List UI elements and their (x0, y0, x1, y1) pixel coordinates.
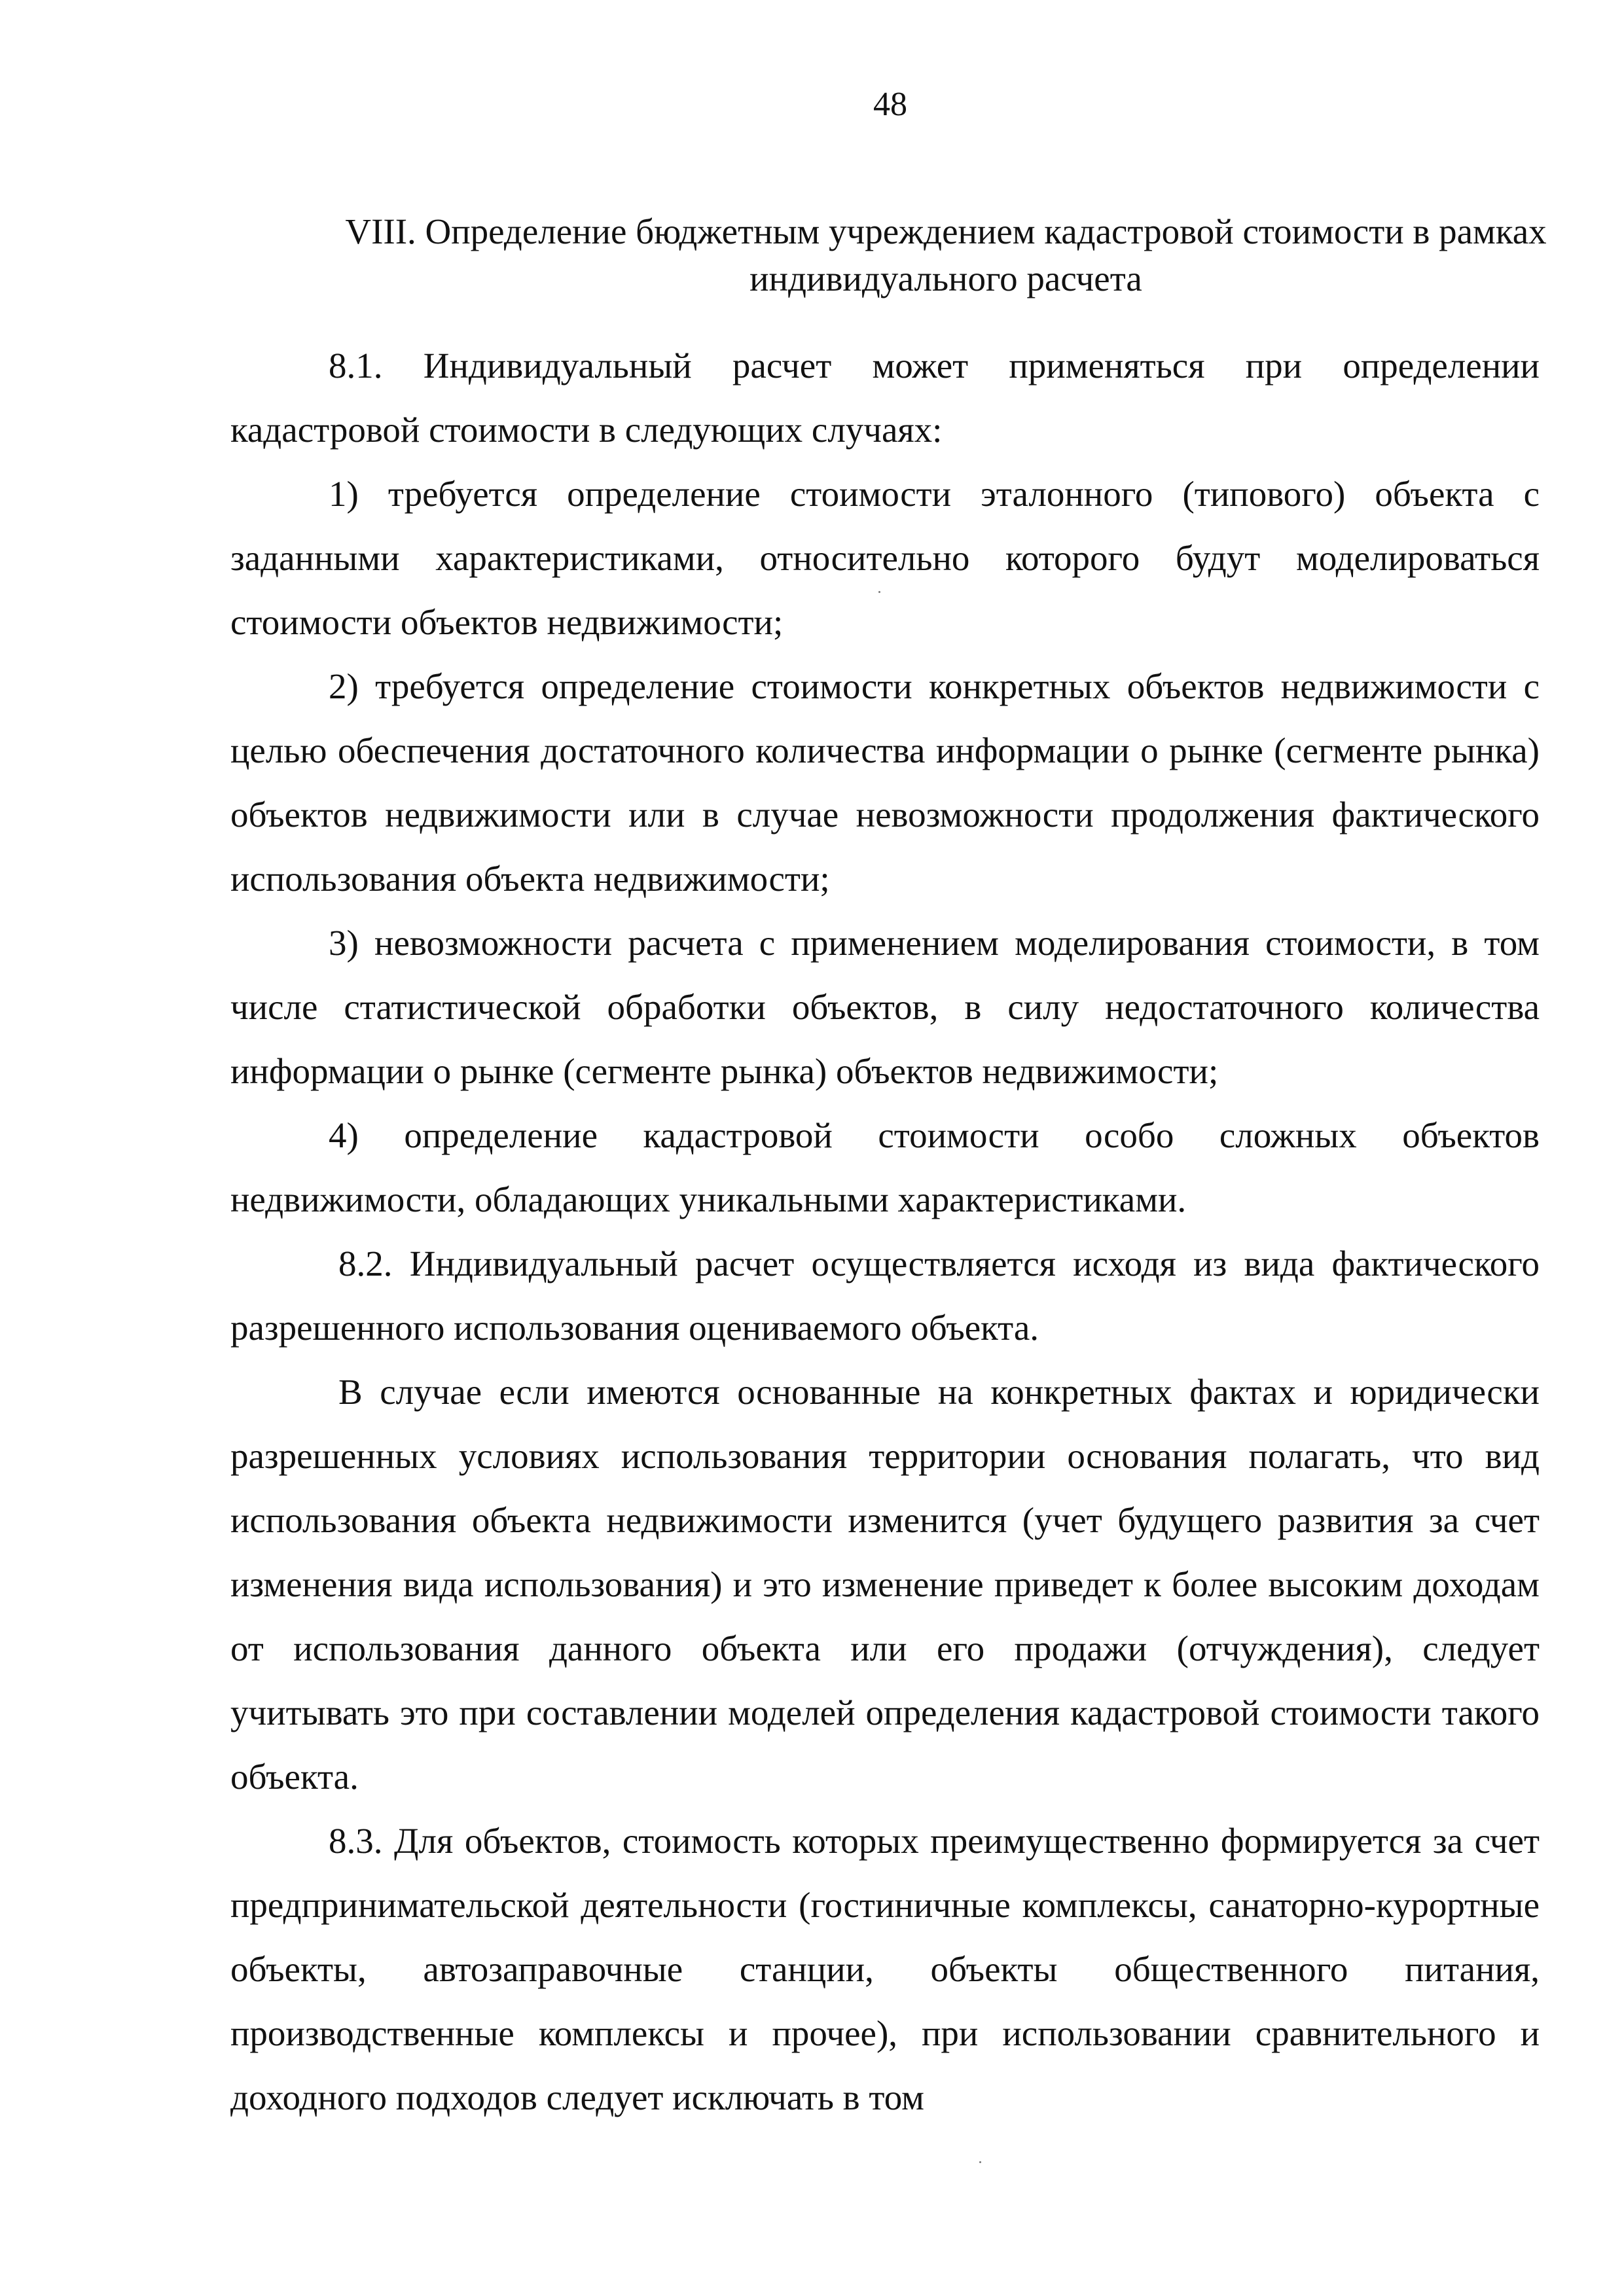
page-number: 48 (873, 86, 907, 123)
scan-speck (878, 591, 880, 593)
list-item-3: 3) невозможности расчета с применением моделирования стоимости, в том числе статистической обработки объектов, в силу недостаточного количества информации о рынке (сегменте рынка) объектов недвижимости; (230, 923, 1540, 1091)
paragraph-8-2: 8.2. Индивидуальный расчет осуществляется исходя из вида фактического разрешенного использования оцениваемого объекта. (230, 1244, 1540, 1348)
list-item-4: 4) определение кадастровой стоимости особо сложных объектов недвижимости, обладающих уникальными характеристиками. (230, 1115, 1540, 1219)
section-title: VIII. Определение бюджетным учреждением кадастровой стоимости в рамках индивидуального расчета (345, 211, 1547, 298)
scan-speck (979, 2161, 981, 2163)
paragraph-future-use: В случае если имеются основанные на конкретных фактах и юридически разрешенных условиях использования территории основания полагать, что вид использования объекта недвижимости изменится (учет будущего развития за счет изменения вида использования) и это изменение приведет к более высоким доходам от использования данного объекта или его продажи (отчуждения), следует учитывать это при составлении моделей определения кадастровой стоимости такого объекта. (230, 1372, 1540, 1797)
list-item-1: 1) требуется определение стоимости эталонного (типового) объекта с заданными характеристиками, относительно которого будут моделироваться стоимости объектов недвижимости; (230, 474, 1540, 642)
paragraph-8-1: 8.1. Индивидуальный расчет может применяться при определении кадастровой стоимости в следующих случаях: (230, 346, 1540, 450)
list-item-2: 2) требуется определение стоимости конкретных объектов недвижимости с целью обеспечения достаточного количества информации о рынке (сегменте рынка) объектов недвижимости или в случае невозможности продолжения фактического использования объекта недвижимости; (230, 666, 1540, 899)
paragraph-8-3: 8.3. Для объектов, стоимость которых преимущественно формируется за счет предпринимательской деятельности (гостиничные комплексы, санаторно-курортные объекты, автозаправочные станции, объекты общественного питания, производственные комплексы и прочее), при использовании сравнительного и доходного подходов следует исключать в том (230, 1821, 1540, 2117)
document-body (230, 334, 1540, 2130)
